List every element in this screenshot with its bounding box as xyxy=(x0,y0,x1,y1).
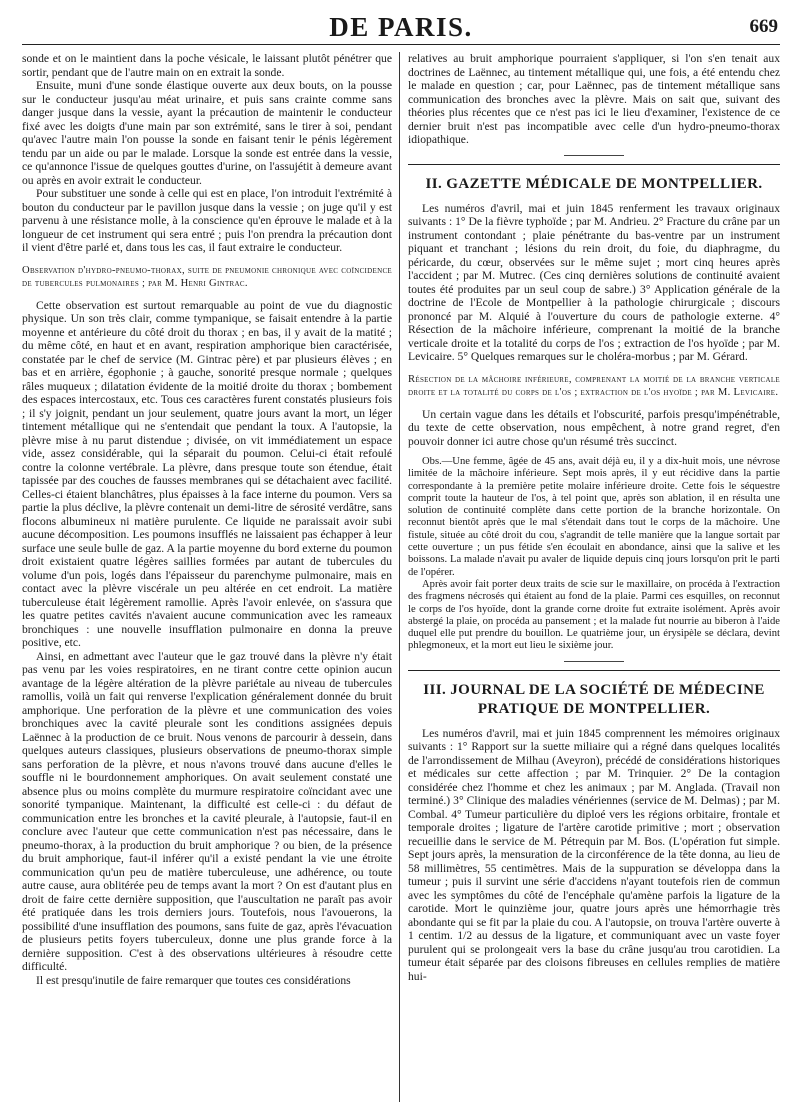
left-column xyxy=(22,52,392,1102)
paragraph: Après avoir fait porter deux traits de scie sur le maxillaire, on procéda à l'extraction des fragmens nécrosés qui étaient au fond de la plaie. Parmi ces esquilles, on reconnut le corps de l'os hyoïde, dont la grande corne droite fut extraite isolément. Après avoir abstergé la plaie, on procéda au pansement ; et la malade fut nourrie au biberon à l'aide duquel elle put prendre du bouillon. Le quatrième jour, un érysipèle se déclara, devint phlegmoneux, et la mort eut lieu le sixième jour. xyxy=(408,578,780,652)
page-number: 669 xyxy=(749,16,778,37)
section-rule xyxy=(408,164,780,165)
paragraph: Obs.—Une femme, âgée de 45 ans, avait déjà eu, il y a dix-huit mois, une névrose limitée de la mâchoire inférieure. Sept mois après, il y eut récidive dans la partie correspondante à la première petite molaire inférieure droite. Cette fois le séquestre comprit toute la hauteur de l'os, à tel point que, après son ablation, il en résulta une solution de continuité complète dans cette portion de la branche horizontale. On reconnut bientôt après que le mal s'étendait dans tout le corps de la mâchoire. Une fistule, située au côté droit du cou, s'agrandit de telle manière que la langue sortait par cette ouverture ; un pus fétide s'en écoulait en abondance, ainsi que la salive et les boissons. La malade n'avait pu avaler de liquide depuis cinq jours lorsqu'on prit le parti de l'opérer. xyxy=(408,456,780,578)
paragraph: relatives au bruit amphorique pourraient s'appliquer, si l'on s'en tenait aux doctrines de Laënnec, au tintement métallique qui, une fois, a été entendu chez le malade en question ; car, pour Laënnec, pas de tintement métallique sans communication des bronches avec la plèvre. Mais on sait que, suivant des théories plus récentes que ce n'est pas ici le lieu d'examiner, l'existence de ce dernier bruit n'est pas incompatible avec celle d'un hydro-pneumo-thorax idiopathique. xyxy=(408,52,780,146)
paragraph: Il est presqu'inutile de faire remarquer que toutes ces considérations xyxy=(36,973,351,987)
section-rule xyxy=(408,670,780,671)
observation-title: Observation d'hydro-pneumo-thorax, suite de pneumonie chronique avec coïncidence de tubercules pulmonaires ; par M. Henri Gintrac. xyxy=(22,264,392,289)
paragraph: Ainsi, en admettant avec l'auteur que le gaz trouvé dans la plèvre n'y était pas venu par les voies respiratoires, en ne tirant contre cette opinion aucun avantage de la légère altération de la plèvre pariétale au niveau de tubercules ramollis, voilà un fait qui renverse l'explication généralement donnée du bruit amphorique. Une perforation de la plèvre et une communication des voies bronchiques avec la cavité pleurale sont les conditions assignées depuis Laënnec à la production de ce bruit. Nous venons de parcourir à dessein, dans quelques auteurs classiques, plusieurs observations de pneumo-thorax simple sans perforation de la plèvre, et nous n'avons trouvé dans aucune d'elles le souffle ni le bourdonnement amphoriques. On avait seulement constaté une absence plus ou moins complète du murmure respiratoire coïncidant avec une sonorité tympanique. Maintenant, la difficulté est celle-ci : du défaut de communication entre les bronches et la cavité pleurale, à l'autopsie, faut-il en conclure avec l'auteur que cette communication n'est pas nécessaire, dans le pneumo-thorax, à la production du bruit amphorique ? ou bien, de la présence du bruit amphorique, faut-il inférer qu'il a existé pendant la vie une étroite communication qu'un peu de matière tuberculeuse, une adhérence, ou toute autre cause, aura oblitérée peu de temps avant la mort ? On est d'autant plus en droit de faire cette dernière supposition, que l'auscultation ne paraît pas avoir été pratiquée dans les trois derniers jours. Toutefois, nous l'avouerons, la possibilité d'une insufflation des poumons, sans fuite de gaz, après l'évacuation de plusieurs petits foyers tuberculeux, donne une plus grande force à la dernière supposition. C'est à des observations ultérieures à résoudre cette difficulté. xyxy=(22,649,392,973)
paragraph: Les numéros d'avril, mai et juin 1845 renferment les travaux originaux suivants : 1° De la fièvre typhoïde ; par M. Andrieu. 2° Fracture du crâne par un instrument contondant ; plaie pénétrante du bas-ventre par un instrument piquant et tranchant ; lésions du rein droit, du foie, du diaphragme, du péricarde, du cœur, observées sur le même sujet ; mort cinq heures après l'accident ; par M. Mutrec. (Ces cinq dernières solutions de continuité avaient toutes été produites par un seul coup de sabre.) 3° Application générale de la doctrine de l'Ecole de Montpellier à la pathologie chirurgicale ; discours prononcé par M. Alquié à l'ouverture du cours de pathologie externe. 4° Résection de la mâchoire inférieure, comprenant la moitié de la branche verticale droite et la totalité du corps de l'os ; extraction de l'os hyoïde ; par M. Levicaire. 5° Quelques remarques sur le choléra-morbus ; par M. Gérard. xyxy=(408,201,780,363)
paragraph: Un certain vague dans les détails et l'obscurité, parfois presqu'impénétrable, du texte de cette observation, nous empêchent, à notre grand regret, d'en pouvoir donner ici autre chose qu'un résumé très succinct. xyxy=(408,407,780,448)
paragraph: Les numéros d'avril, mai et juin 1845 comprennent les mémoires originaux suivants : 1° Rapport sur la suette miliaire qui a régné dans quelques localités de l'arrondissement de Milhau (Aveyron), précédé de considérations historiques et médicales sur cette affection ; par M. Trinquier. 2° De la contagion considérée chez l'homme et chez les animaux ; par M. Anglada. (Travail non terminé.) 3° Clinique des maladies vénériennes (service de M. Delmas) ; par M. Combal. 4° Tumeur particulière du diploé vers les régions orbitaire, frontale et temporale droites ; ligature de l'artère carotide primitive ; mort ; observation recueillie dans le service de M. Pétrequin par M. Bos. (L'opération fut simple. Sept jours après, la mensuration de la circonférence de la tête donna, au lieu de 58 millimètres, 55 centimètres. Mais de la suppuration se développa dans la tumeur ; puis il survint une série d'accidens n'ayant toutefois rien de commun avec les symptômes du côté de l'encéphale qu'amène parfois la ligature de la carotide. Mort le quinzième jour, quatre jours après une hémorrhagie très abondante qui se fit par la plaie du cou. A l'autopsie, on trouva l'artère ouverte à 1 centim. 1/2 au dessus de la ligature, et communiquant avec un vaste foyer purulent qui se prolongeait vers la base du crâne jusqu'au trou carotidien. La tumeur était séparée par des cloisons fibreuses en cellules remplies de matière hui- xyxy=(408,726,780,983)
paragraph: Pour substituer une sonde à celle qui est en place, l'on introduit l'extrémité à bouton du conducteur par le pavillon jusque dans la vessie ; on juge qu'il y est parvenu à une résistance molle, à la conscience qu'en éprouve le malade et à la longueur de cet instrument qui sera entré ; puis l'on prendra la précaution dont il vient d'être parlé et, dans tous les cas, il faut extraire le conducteur. xyxy=(22,187,392,254)
observation-title: Résection de la mâchoire inférieure, comprenant la moitié de la branche verticale droite et la totalité du corps de l'os ; extraction de l'os hyoïde ; par M. Levicaire. xyxy=(408,373,780,398)
column-divider xyxy=(399,52,400,1102)
paragraph: sonde et on le maintient dans la poche vésicale, le laissant plutôt pénétrer que sortir, pendant que de l'autre main on en extrait la sonde. xyxy=(22,52,392,79)
section-rule xyxy=(564,661,624,662)
paragraph: Cette observation est surtout remarquable au point de vue du diagnostic physique. Un son très clair, comme tympanique, se faisait entendre à la partie moyenne et antérieure du côté droit du thorax ; en bas, il y avait de la matité ; du même côté, en haut et en avant, respiration amphorique bien caractérisée, constatée par le chef de service (M. Gintrac père) et par plusieurs élèves ; en bas et en arrière, égophonie ; à gauche, sonorité presque normale ; quelques râles muqueux ; dilatation évidente de la moitié droite du thorax ; bombement des espaces intercostaux, etc. Tous ces caractères furent constatés plusieurs fois ; il s'y joignit, pendant un jour seulement, quatre jours avant la mort, un léger tintement métallique qui ne s'entendait que pendant la toux. A l'autopsie, la plèvre mise à nu parut distendue ; divisée, on vit immédiatement un espace vide, assez considérable, qui la séparait du poumon. Celui-ci était refoulé contre la colonne vertébrale. La plèvre, dans presque toute son étendue, était tapissée par des couches de fausses membranes qui se détachaient avec facilité. Celles-ci étaient blanchâtres, plus épaisses à la face interne du poumon. Vers sa partie la plus déclive, la plèvre contenait un demi-litre de sérosité verdâtre, sans flocons albumineux ni matière purulente. Ce liquide ne paraissait avoir subi aucune décomposition. Les poumons insufflés ne laissaient pas échapper à leur surface une seule bulle de gaz. A la partie moyenne du bord externe du poumon droit existaient quatre légères saillies formées par autant de tubercules du volume d'un pois, logés dans l'épaisseur du parenchyme pulmonaire, mais en contact avec la plèvre viscérale un peu altérée en cet endroit. La matière tuberculeuse était légèrement ramollie. Après l'avoir enlevée, on s'assura que les quatre petites cavités n'avaient aucune communication avec les rameaux bronchiques : une nouvelle insufflation pulmonaire en donna la preuve positive, etc. xyxy=(22,298,392,649)
section-rule xyxy=(564,155,624,156)
section-heading: III. JOURNAL DE LA SOCIÉTÉ DE MÉDECINE PRATIQUE DE MONTPELLIER. xyxy=(423,681,765,717)
right-column xyxy=(408,52,780,1102)
paragraph: Ensuite, muni d'une sonde élastique ouverte aux deux bouts, on la pousse sur le conducteur jusqu'au méat urinaire, et puis sans crainte comme sans danger jusque dans la vessie, ayant la précaution de maintenir le conducteur fixé avec les doigts d'une main par son extrémité, sans le tirer à soi, pendant qu'avec l'autre main l'on pousse la sonde en faisant tenir le pénis légèrement tendu par un aide ou par le malade. Lorsque la sonde est entrée dans la vessie, ce qu'annonce l'issue de quelques gouttes d'urine, on l'assujétit à demeure avant ou après en avoir extrait le conducteur. xyxy=(22,79,392,187)
page-header xyxy=(22,10,780,45)
running-title: DE PARIS. xyxy=(329,12,473,42)
section-heading: II. GAZETTE MÉDICALE DE MONTPELLIER. xyxy=(425,175,763,192)
